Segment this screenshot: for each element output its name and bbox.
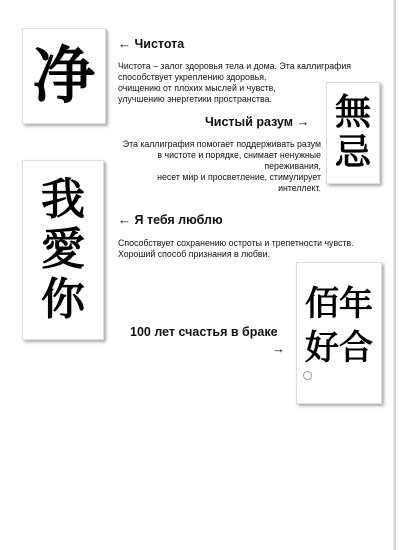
description-line: Хороший способ признания в любви.	[118, 249, 270, 259]
glyph-row	[305, 283, 373, 324]
section-title: Я тебя люблю	[134, 213, 223, 227]
description-line: очищению от плохих мыслей и чувств,	[118, 83, 276, 93]
calligraphy-card-i-love-you	[22, 160, 104, 340]
arrow-row	[272, 341, 285, 356]
calligraphy-card-clear-mind	[326, 82, 380, 184]
calligraphy-glyph: 净	[32, 39, 95, 112]
calligraphy-glyph: 佰	[305, 283, 339, 324]
seal-mark-icon	[303, 371, 312, 380]
section-title: Чистота	[134, 37, 185, 51]
arrow-right-icon: →	[272, 341, 285, 356]
calligraphy-card-purity	[22, 28, 106, 124]
description-line: Эта каллиграфия помогает поддерживать разум	[122, 139, 321, 149]
description-line: способствует укреплению здоровья,	[118, 72, 267, 82]
description-line: Способствует сохранению остроты и трепетности чувств.	[118, 238, 354, 248]
section-heading-purity	[118, 36, 184, 51]
calligraphy-glyph: 合	[339, 327, 373, 368]
section-heading-clear-mind	[205, 114, 310, 129]
section-description-clear-mind	[100, 139, 321, 194]
glyph-row	[305, 327, 373, 368]
calligraphy-glyph: 年	[339, 283, 373, 324]
description-line: несет мир и просветление, стимулирует	[157, 172, 321, 182]
arrow-left-icon: ←	[118, 36, 131, 51]
page-edge	[393, 0, 396, 550]
arrow-right-icon: →	[296, 114, 310, 129]
calligraphy-glyph: 愛	[41, 224, 85, 275]
description-line: интеллект.	[278, 183, 321, 193]
arrow-left-icon: ←	[118, 212, 131, 227]
calligraphy-glyph: 無	[334, 92, 371, 133]
description-line: улучшению энергетики пространства.	[118, 94, 272, 104]
calligraphy-glyph: 忌	[334, 132, 371, 173]
calligraphy-glyph: 好	[305, 327, 339, 368]
description-line: в чистоте и порядке, снимает ненужные	[157, 150, 321, 160]
section-title: Чистый разум	[205, 115, 294, 129]
section-description-i-love-you	[118, 238, 386, 260]
calligraphy-glyph: 你	[41, 274, 85, 325]
section-heading-happy-marriage	[130, 325, 278, 339]
section-title: 100 лет счастья в браке	[130, 325, 278, 339]
calligraphy-glyph: 我	[41, 174, 85, 225]
calligraphy-card-happy-marriage	[296, 262, 382, 404]
description-line: переживания,	[264, 161, 321, 171]
description-line: Чистота – залог здоровья тела и дома. Эта каллиграфия	[118, 61, 352, 71]
section-heading-i-love-you	[118, 212, 223, 227]
